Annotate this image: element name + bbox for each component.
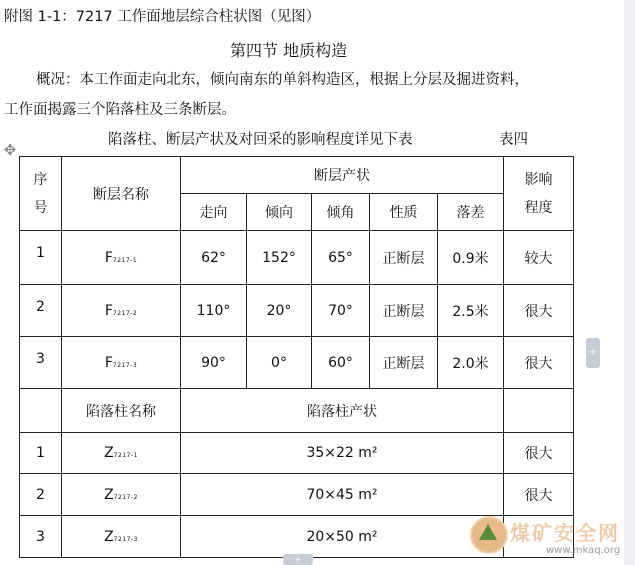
header-impact-text-2: 程度 (524, 199, 553, 216)
fault-impact: 很大 (504, 285, 574, 337)
page-right-margin (624, 0, 635, 565)
column-seq: 3 (20, 516, 62, 558)
table-row (20, 231, 574, 285)
watermark-mountain-icon (479, 524, 497, 540)
fault-strike: 62° (181, 231, 247, 285)
table-caption: 陷落柱、断层产状及对回采的影响程度详见下表 (108, 132, 413, 148)
table-add-row-handle[interactable]: + (283, 554, 313, 565)
fault-name-subscript: 7217-3 (112, 361, 138, 369)
fault-nature: 正断层 (370, 231, 438, 285)
fault-nature: 正断层 (370, 337, 438, 389)
column-name (62, 433, 181, 474)
fault-strike: 90° (181, 337, 247, 389)
fault-impact: 较大 (504, 231, 574, 285)
watermark-url: www.mkaq.org (546, 545, 621, 556)
fault-throw: 0.9米 (438, 231, 504, 285)
column-name-subscript: 7217-2 (113, 493, 138, 501)
fault-nature: 正断层 (370, 285, 438, 337)
header-fault-attitude: 断层产状 (181, 157, 504, 194)
column-seq: 2 (20, 474, 62, 516)
fault-seq: 1 (20, 231, 62, 285)
fault-throw: 2.5米 (438, 285, 504, 337)
table-row (20, 433, 574, 474)
collapse-header-impact-empty (504, 389, 574, 433)
column-name (62, 474, 181, 516)
fault-name (62, 337, 181, 389)
header-fault-name: 断层名称 (62, 157, 181, 231)
header-collapse-column-attitude: 陷落柱产状 (181, 389, 504, 433)
section-title: 第四节 地质构造 (230, 41, 348, 60)
fault-dip-direction: 152° (247, 231, 312, 285)
header-collapse-column-name: 陷落柱名称 (62, 389, 181, 433)
fault-name-letter: F (104, 302, 113, 319)
fault-name-letter: F (104, 354, 113, 371)
column-name-subscript: 7217-3 (113, 535, 138, 543)
column-name-letter: Z (104, 445, 114, 461)
watermark-logo (470, 516, 635, 565)
header-seq-cell (20, 157, 62, 231)
column-seq: 1 (20, 433, 62, 474)
column-name (62, 516, 181, 558)
fault-strike: 110° (181, 285, 247, 337)
column-name-letter: Z (104, 528, 114, 545)
fault-seq: 2 (20, 285, 62, 337)
table-number: 表四 (499, 132, 528, 148)
header-dip-direction: 倾向 (247, 194, 312, 231)
fault-name-subscript: 7217-1 (112, 256, 138, 264)
header-seq-text-1: 序 (33, 171, 48, 188)
header-impact-text-1: 影响 (524, 171, 553, 188)
fault-dip-direction: 20° (247, 285, 312, 337)
faults-collapse-columns-table (19, 156, 574, 558)
header-nature: 性质 (370, 194, 438, 231)
collapse-header-seq-empty (20, 389, 62, 433)
collapse-columns-header-row (20, 389, 574, 433)
table-add-column-handle[interactable]: + (586, 338, 600, 368)
table-move-handle-icon[interactable]: ✥ (3, 141, 17, 159)
fault-seq: 3 (20, 337, 62, 389)
overview-paragraph-line-1: 概况：本工作面走向北东，倾向南东的单斜构造区，根据上分层及掘进资料， (36, 72, 529, 88)
fault-name (62, 285, 181, 337)
watermark-brand: 煤矿安全网 (510, 521, 620, 545)
header-seq-text-2: 号 (33, 199, 48, 216)
header-strike: 走向 (181, 194, 247, 231)
figure-reference-line: 附图 1-1：7217 工作面地层综合柱状图（见图） (4, 9, 321, 25)
table-row (20, 285, 574, 337)
fault-name-letter: F (104, 249, 113, 266)
fault-throw: 2.0米 (438, 337, 504, 389)
column-attitude: 70×45 m² (181, 474, 504, 516)
table-header-row-1 (20, 157, 574, 194)
header-impact-cell (504, 157, 574, 231)
header-dip-angle: 倾角 (312, 194, 370, 231)
table-row (20, 474, 574, 516)
column-name-subscript: 7217-1 (113, 452, 138, 459)
fault-dip-angle: 65° (312, 231, 370, 285)
fault-impact: 很大 (504, 337, 574, 389)
overview-paragraph-line-2: 工作面揭露三个陷落柱及三条断层。 (4, 102, 236, 118)
column-impact: 很大 (504, 433, 574, 474)
fault-name-subscript: 7217-2 (112, 309, 138, 317)
fault-dip-angle: 60° (312, 337, 370, 389)
column-attitude: 20×50 m² (181, 516, 504, 558)
fault-dip-angle: 70° (312, 285, 370, 337)
column-name-letter: Z (104, 486, 114, 503)
column-impact: 很大 (504, 474, 574, 516)
header-throw: 落差 (438, 194, 504, 231)
fault-name (62, 231, 181, 285)
fault-dip-direction: 0° (247, 337, 312, 389)
column-attitude: 35×22 m² (181, 433, 504, 474)
table-row (20, 337, 574, 389)
